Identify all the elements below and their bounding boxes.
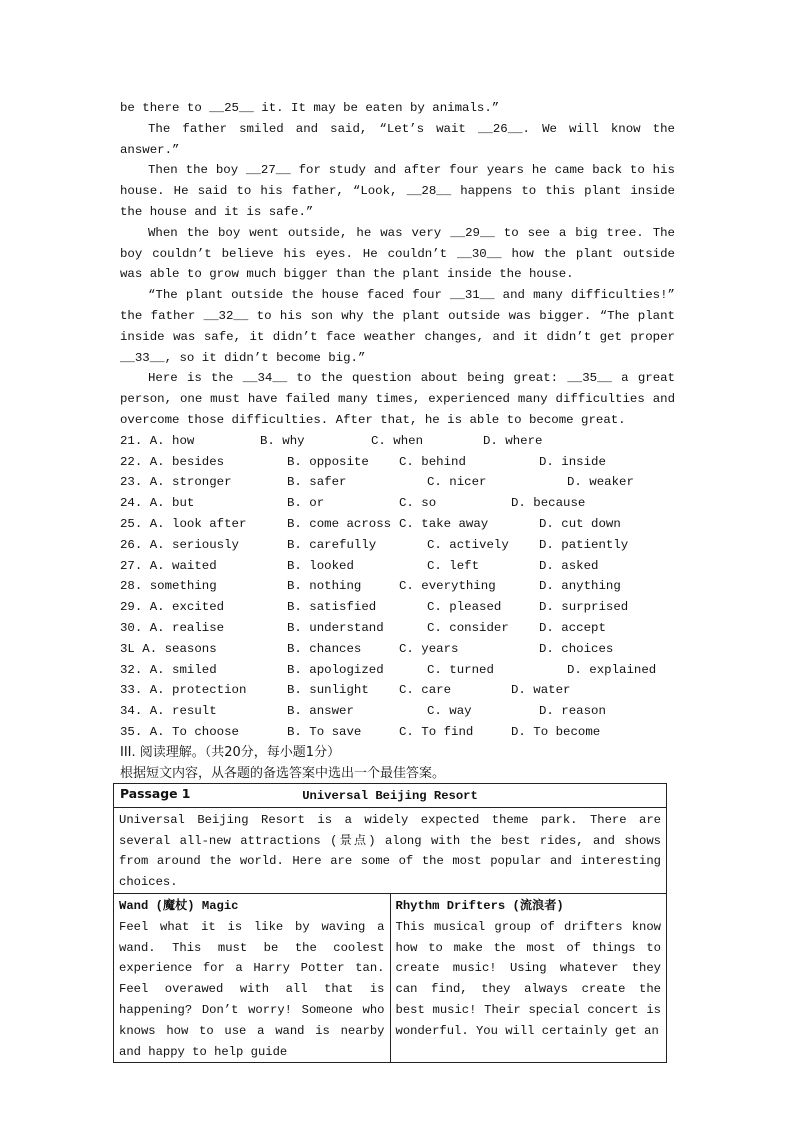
option-a: 22. A. besides bbox=[120, 454, 225, 469]
question-row bbox=[120, 576, 675, 597]
passage-label: Passage 1 bbox=[120, 786, 191, 802]
option-c: C. way bbox=[427, 704, 472, 719]
option-a: 29. A. excited bbox=[120, 600, 225, 615]
option-b: B. answer bbox=[287, 704, 354, 719]
option-c: C. so bbox=[399, 496, 437, 511]
option-a: 25. A. look after bbox=[120, 516, 247, 531]
option-b: B. To save bbox=[287, 724, 362, 739]
option-b: B. understand bbox=[287, 620, 384, 635]
option-a: 27. A. waited bbox=[120, 558, 217, 573]
option-d: D. patiently bbox=[539, 537, 629, 552]
option-a: 28. something bbox=[120, 579, 217, 594]
instruction-text: 根据短文内容，从各题的备选答案中选出一个最佳答案。 bbox=[120, 765, 446, 781]
document-body bbox=[120, 98, 675, 805]
option-c: C. turned bbox=[427, 662, 494, 677]
option-d: D. asked bbox=[539, 558, 599, 573]
question-row bbox=[120, 472, 675, 493]
option-c: C. years bbox=[399, 641, 459, 656]
story-paragraph: Then the boy __27__ for study and after four years he came back to his house. He said to his father, “Look, __28__ happens to this plant inside the house and it is safe.” bbox=[120, 163, 675, 219]
option-b: B. why bbox=[260, 433, 305, 448]
option-a: 35. A. To choose bbox=[120, 724, 239, 739]
option-d: D. anything bbox=[539, 579, 621, 594]
question-row bbox=[120, 556, 675, 577]
option-b: B. opposite bbox=[287, 454, 369, 469]
option-c: C. consider bbox=[427, 620, 509, 635]
option-d: D. To become bbox=[511, 724, 601, 739]
option-a: 21. A. how bbox=[120, 433, 195, 448]
question-list bbox=[120, 431, 675, 743]
option-b: B. looked bbox=[287, 558, 354, 573]
story-paragraph: be there to __25__ it. It may be eaten by animals.” bbox=[120, 101, 500, 115]
option-c: C. when bbox=[371, 433, 424, 448]
option-b: B. nothing bbox=[287, 579, 362, 594]
option-a: 33. A. protection bbox=[120, 683, 247, 698]
question-row bbox=[120, 618, 675, 639]
option-b: B. chances bbox=[287, 641, 362, 656]
question-row bbox=[120, 452, 675, 473]
rhythm-drifters-cell bbox=[390, 893, 667, 1062]
resort-table bbox=[113, 783, 667, 1063]
option-b: B. come across bbox=[287, 516, 392, 531]
wand-magic-title: Wand (魔杖) Magic bbox=[119, 898, 239, 913]
option-c: C. care bbox=[399, 683, 452, 698]
option-b: B. apologized bbox=[287, 662, 384, 677]
option-d: D. inside bbox=[539, 454, 606, 469]
question-row bbox=[120, 514, 675, 535]
question-row bbox=[120, 535, 675, 556]
option-d: D. where bbox=[483, 433, 543, 448]
option-c: C. To find bbox=[399, 724, 474, 739]
question-row bbox=[120, 639, 675, 660]
option-d: D. cut down bbox=[539, 516, 621, 531]
option-d: D. explained bbox=[567, 662, 657, 677]
story-paragraph: The father smiled and said, “Let’s wait __26__. We will know the answer.” bbox=[120, 121, 675, 157]
option-a: 32. A. smiled bbox=[120, 662, 217, 677]
option-b: B. satisfied bbox=[287, 600, 377, 615]
option-d: D. because bbox=[511, 496, 586, 511]
question-row bbox=[120, 493, 675, 514]
option-c: C. take away bbox=[399, 516, 489, 531]
option-d: D. choices bbox=[539, 641, 614, 656]
table-intro: Universal Beijing Resort is a widely expected theme park. There are several all-new attractions (景点) along with the best rides, and shows from around the world. Here are some of the most popular and interesting choices. bbox=[114, 807, 667, 893]
option-d: D. accept bbox=[539, 620, 606, 635]
option-d: D. weaker bbox=[567, 475, 634, 490]
option-a: 3L A. seasons bbox=[120, 641, 217, 656]
option-c: C. everything bbox=[399, 579, 496, 594]
option-a: 30. A. realise bbox=[120, 620, 225, 635]
option-b: B. carefully bbox=[287, 537, 377, 552]
option-a: 23. A. stronger bbox=[120, 475, 232, 490]
option-d: D. reason bbox=[539, 704, 606, 719]
wand-magic-text: Feel what it is like by waving a wand. This must be the coolest experience for a Harry Potter tan. Feel overawed with all that is happening? Don’t worry! Someone who knows how to use a wand is nearby and happy to help guide bbox=[119, 919, 385, 1059]
rhythm-drifters-title: Rhythm Drifters (流浪者) bbox=[395, 898, 564, 913]
question-row bbox=[120, 597, 675, 618]
question-row bbox=[120, 660, 675, 681]
question-row bbox=[120, 680, 675, 701]
option-c: C. nicer bbox=[427, 475, 487, 490]
option-c: C. left bbox=[427, 558, 480, 573]
question-row bbox=[120, 431, 675, 452]
option-c: C. pleased bbox=[427, 600, 502, 615]
option-d: D. surprised bbox=[539, 600, 629, 615]
option-a: 34. A. result bbox=[120, 704, 217, 719]
story-paragraph: When the boy went outside, he was very __29__ to see a big tree. The boy couldn’t believe his eyes. He couldn’t __30__ how the plant outside was able to grow much bigger than the plant inside the house. bbox=[120, 225, 675, 282]
option-b: B. safer bbox=[287, 475, 347, 490]
option-c: C. actively bbox=[427, 537, 509, 552]
question-row bbox=[120, 701, 675, 722]
wand-magic-cell bbox=[114, 893, 391, 1062]
story-paragraph: “The plant outside the house faced four __31__ and many difficulties!” the father __32__ to his son why the plant outside was bigger. “The plant inside was safe, it didn’t face weather changes, and it didn’t get proper __33__, so it didn’t become big.” bbox=[120, 288, 675, 365]
option-b: B. or bbox=[287, 496, 325, 511]
rhythm-drifters-text: This musical group of drifters know how to make the most of things to create music! Using whatever they can find, they always create the best music! Their special concert is wonderful. You will certainly get an bbox=[395, 919, 661, 1038]
table-title: Universal Beijing Resort bbox=[114, 784, 667, 808]
story-paragraph: Here is the __34__ to the question about being great: __35__ a great person, one must have failed many times, experienced many difficulties and overcome those difficulties. After that, he is able to become great. bbox=[120, 371, 675, 427]
option-a: 26. A. seriously bbox=[120, 537, 239, 552]
option-d: D. water bbox=[511, 683, 571, 698]
section-heading: III. 阅读理解。（共20分，每小题1分） bbox=[120, 744, 341, 760]
option-b: B. sunlight bbox=[287, 683, 369, 698]
option-a: 24. A. but bbox=[120, 496, 195, 511]
question-row bbox=[120, 722, 675, 743]
option-c: C. behind bbox=[399, 454, 466, 469]
